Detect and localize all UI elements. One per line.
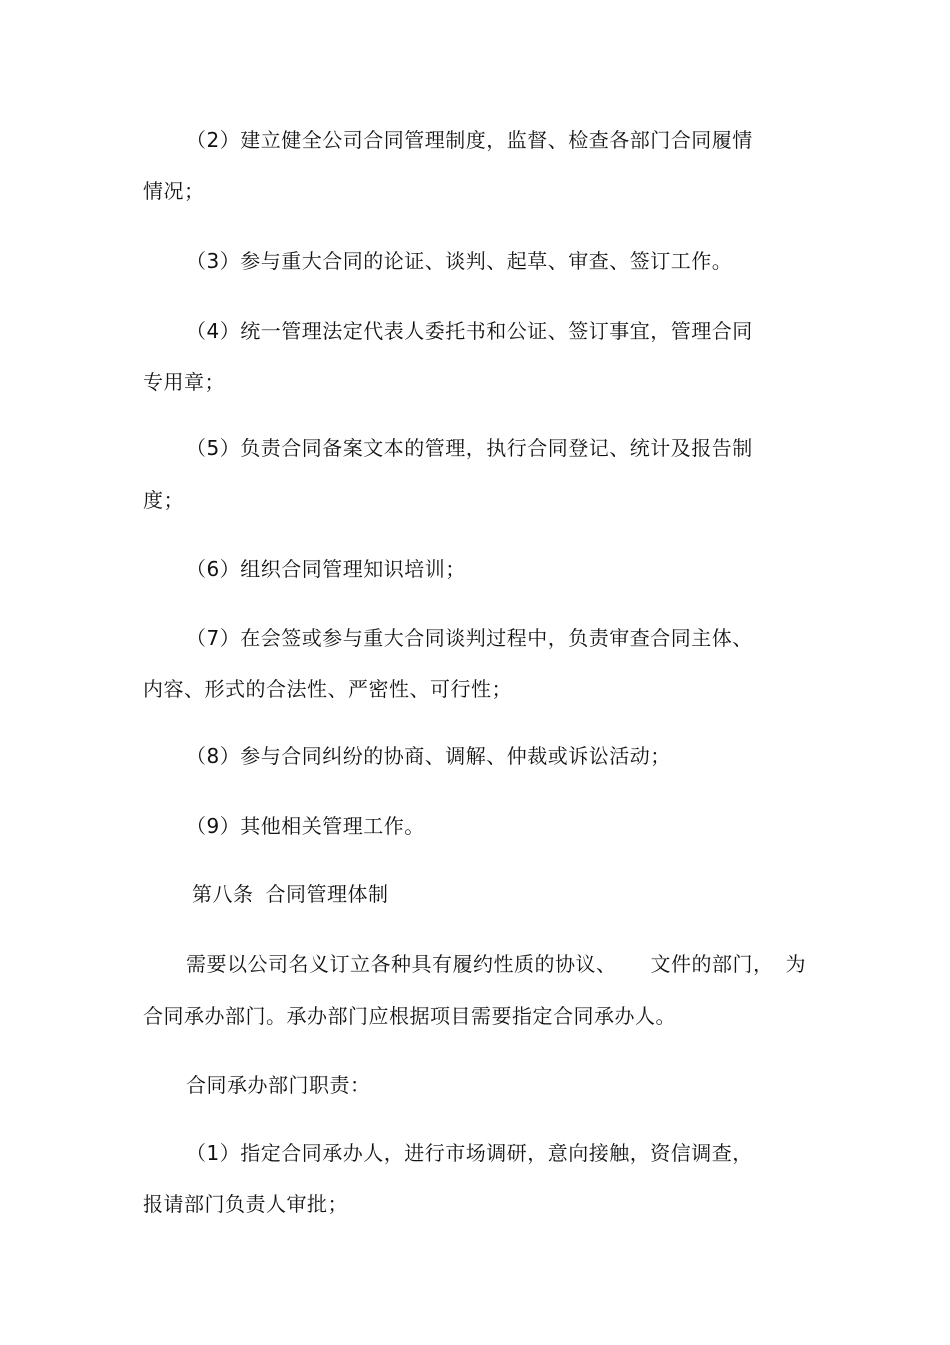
duty-1-line-1: （1）指定合同承办人，进行市场调研，意向接触，资信调查，: [186, 1141, 753, 1165]
article-heading: [192, 880, 389, 908]
duty-1-line-2: 报请部门负责人审批；: [143, 1192, 348, 1216]
paragraph-part-1: 需要以公司名义订立各种具有履约性质的协议、: [186, 952, 617, 976]
item-4-line-2: 专用章；: [143, 370, 225, 394]
article-title: 合同管理体制: [265, 882, 389, 906]
item-3-line-1: （3）参与重大合同的论证、谈判、起草、审查、签订工作。: [186, 249, 733, 273]
paragraph-part-2: 文件的部门，: [650, 952, 774, 976]
item-8-line-1: （8）参与合同纠纷的协商、调解、仲裁或诉讼活动；: [186, 744, 671, 768]
item-2-line-2: 情况；: [143, 179, 205, 203]
article-number: 第八条: [192, 882, 254, 906]
item-4-line-1: （4）统一管理法定代表人委托书和公证、签订事宜，管理合同: [186, 319, 753, 343]
item-7-line-2: 内容、形式的合法性、严密性、可行性；: [143, 677, 512, 701]
duties-heading: 合同承办部门职责：: [186, 1073, 371, 1097]
paragraph-line-1: [186, 950, 806, 978]
item-5-line-1: （5）负责合同备案文本的管理，执行合同登记、统计及报告制: [186, 436, 753, 460]
item-6-line-1: （6）组织合同管理知识培训；: [186, 557, 466, 581]
paragraph-line-2: 合同承办部门。承办部门应根据项目需要指定合同承办人。: [143, 1004, 676, 1028]
item-2-line-1: （2）建立健全公司合同管理制度，监督、检查各部门合同履情: [186, 128, 753, 152]
item-9-line-1: （9）其他相关管理工作。: [186, 814, 425, 838]
item-7-line-1: （7）在会签或参与重大合同谈判过程中，负责审查合同主体、: [186, 626, 753, 650]
paragraph-part-3: 为: [785, 952, 806, 976]
item-5-line-2: 度；: [143, 488, 184, 512]
